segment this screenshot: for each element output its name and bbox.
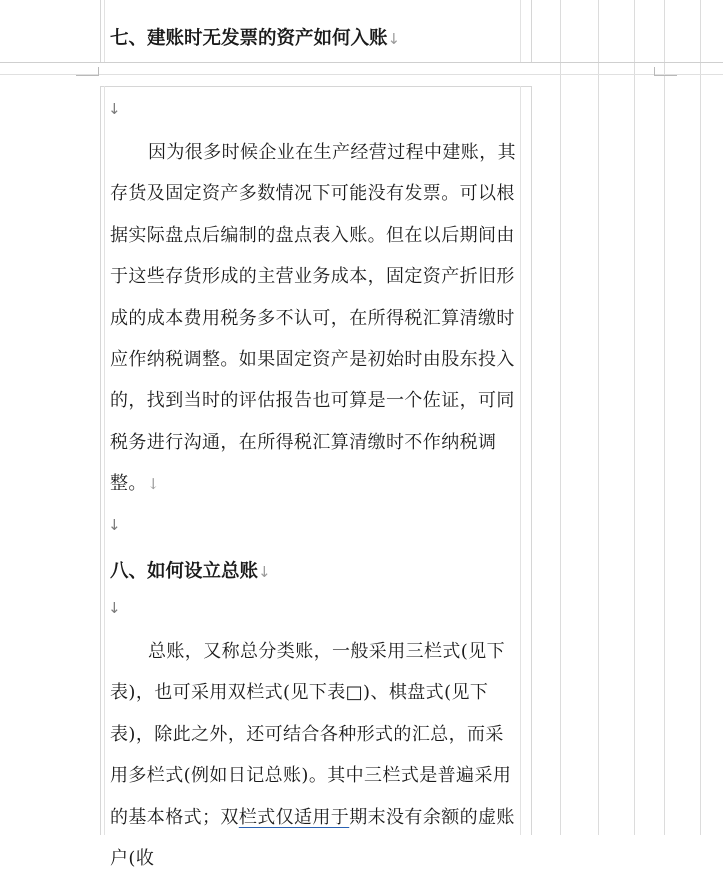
paragraph-mark: ↓ <box>258 563 271 581</box>
page-edge <box>0 74 723 75</box>
crop-mark <box>654 67 677 76</box>
body-paragraph <box>110 132 522 506</box>
paragraph-text: 因为很多时候企业在生产经营过程中建账，其存货及固定资产多数情况下可能没有发票。可以根据实际盘点后编制的盘点表入账。但在以后期间由于这些存货形成的主营业务成本，固定资产折旧形成的成本费用税务多不认可，在所得税汇算清缴时应作纳税调整。如果固定资产是初始时由股东投入的，找到当时的评估报告也可算是一个佐证，可同税务进行沟通，在所得税汇算清缴时不作纳税调整。 <box>110 142 516 495</box>
page-edge <box>0 62 723 63</box>
section-heading <box>110 557 271 583</box>
margin-guide <box>520 0 521 62</box>
crop-mark <box>76 67 99 76</box>
paragraph-mark: ↓ <box>387 30 401 48</box>
heading-text: 七、建账时无发票的资产如何入账 <box>110 28 388 49</box>
section-heading <box>110 24 400 50</box>
body-paragraph <box>110 631 522 879</box>
underlined-text: 栏式仅适用于 <box>238 806 350 828</box>
paragraph-text: 总账，又称总分类账，一般采用三栏式(见下表)，也可采用双栏式(见下表□)、棋盘式(见下表)，除此之外，还可结合各种形式的汇总，而采用多栏式(例如日记总账)。其中三栏式是普遍采用的基本格式；双 <box>110 641 512 828</box>
heading-text: 八、如何设立总账 <box>110 561 259 582</box>
guide-line <box>598 0 599 835</box>
guide-line <box>634 0 635 835</box>
paragraph-mark: ↓ <box>108 516 121 534</box>
paragraph-mark: ↓ <box>146 475 160 494</box>
guide-line <box>700 0 701 835</box>
guide-line <box>664 0 665 835</box>
paragraph-mark: ↓ <box>108 599 121 617</box>
guide-line <box>560 0 561 835</box>
paragraph-text: 期末没有余额的虚账户(收 <box>110 806 515 870</box>
margin-guide <box>104 86 105 835</box>
margin-guide <box>104 0 105 62</box>
paragraph-mark: ↓ <box>108 100 121 118</box>
